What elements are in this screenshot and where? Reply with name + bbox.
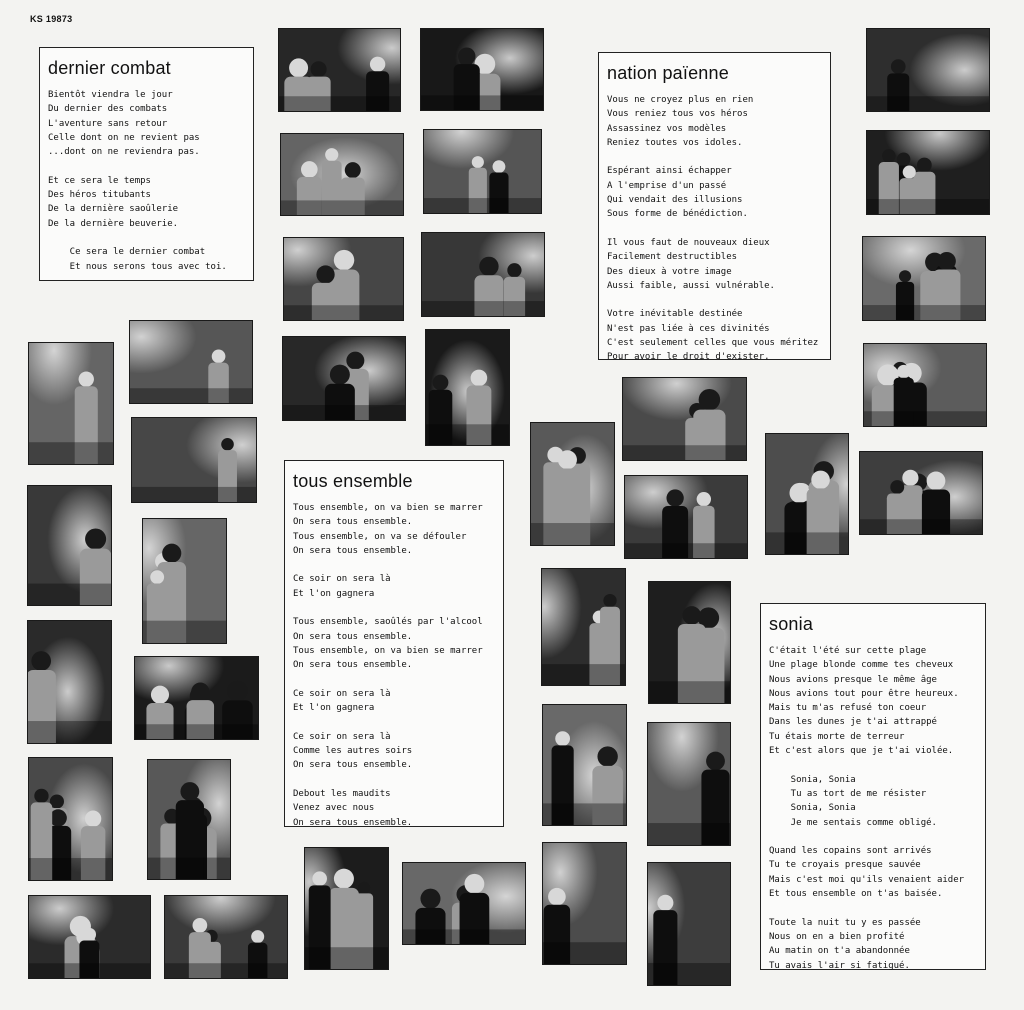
photo-band-dark-stage bbox=[421, 232, 545, 317]
lyric-line: On sera tous ensemble. bbox=[293, 517, 413, 528]
lyric-line: Tu étais morte de terreur bbox=[769, 731, 905, 742]
lyric-line bbox=[769, 830, 977, 844]
lyric-line: Et c'est alors que je t'ai violée. bbox=[769, 746, 954, 757]
lyric-line: De la dernière saoûlerie bbox=[48, 204, 179, 215]
photo-stage-amps bbox=[648, 581, 731, 704]
photo-mohawk-punk bbox=[27, 620, 112, 744]
lyric-line: On sera tous ensemble. bbox=[293, 631, 413, 642]
lyric-line bbox=[293, 715, 495, 729]
lyric-line bbox=[293, 673, 495, 687]
lyric-line: Ce soir on sera là bbox=[293, 731, 391, 742]
lyric-line: Des héros titubants bbox=[48, 190, 151, 201]
photo-crowd-group bbox=[131, 417, 257, 503]
lyric-line: Tous ensemble, on va bien se marrer bbox=[293, 645, 483, 656]
lyric-line: Tous ensemble, saoûlés par l'alcool bbox=[293, 617, 483, 628]
photo-bassist-dark bbox=[622, 377, 747, 461]
lyric-line bbox=[48, 159, 245, 173]
photo-group-outdoor bbox=[304, 847, 389, 970]
lyric-line: Sous forme de bénédiction. bbox=[607, 209, 748, 220]
lyric-line: Tu te croyais presque sauvée bbox=[769, 860, 921, 871]
lyric-line: Tu avais l'air si fatigué. bbox=[769, 960, 910, 971]
lyric-line: ...dont on ne reviendra pas. bbox=[48, 147, 200, 158]
lyric-line: Venez avec nous bbox=[293, 803, 375, 814]
photo-drums-cymbals bbox=[28, 342, 114, 465]
photo-band-backstage bbox=[866, 28, 990, 112]
lyric-line bbox=[607, 150, 822, 164]
photo-singer-mic bbox=[142, 518, 227, 644]
lyric-line: On sera tous ensemble. bbox=[293, 817, 413, 828]
lyric-line: Sonia, Sonia bbox=[769, 774, 856, 785]
photo-drummer-kit bbox=[283, 237, 404, 321]
lyric-line: Et l'on gagnera bbox=[293, 703, 375, 714]
lyric-line: C'est seulement celles que vous méritez bbox=[607, 338, 819, 349]
lyric-line: Qui vendait des illusions bbox=[607, 195, 743, 206]
lyrics-nation-paienne bbox=[598, 52, 831, 363]
lyric-line: Il vous faut de nouveaux dieux bbox=[607, 237, 770, 248]
lyric-line: Bientôt viendra le jour bbox=[48, 90, 173, 100]
photo-skinheads-back bbox=[866, 130, 990, 215]
photo-singer-spotlight bbox=[27, 485, 112, 606]
song-title: tous ensemble bbox=[293, 471, 413, 491]
lyric-lines bbox=[48, 88, 245, 274]
lyric-line: Tous ensemble, on va se défouler bbox=[293, 531, 467, 542]
photo-guitarist-spotlight bbox=[425, 329, 510, 446]
lyric-line: Tous ensemble, on va bien se marrer bbox=[293, 503, 483, 513]
lyric-line: Reniez toutes vos idoles. bbox=[607, 137, 743, 148]
lyric-lines bbox=[769, 644, 977, 973]
photo-bass-player bbox=[765, 433, 849, 555]
lyric-line: Aussi faible, aussi vulnérable. bbox=[607, 280, 775, 291]
photo-crowd-dancing bbox=[134, 656, 259, 740]
photo-guitarist-leather bbox=[542, 704, 627, 826]
lyric-line: A l'emprise d'un passé bbox=[607, 180, 727, 191]
lyric-line: Et l'on gagnera bbox=[293, 588, 375, 599]
lyric-line: Vous reniez tous vos héros bbox=[607, 109, 748, 120]
lyric-line: Mais tu m'as refusé ton coeur bbox=[769, 703, 927, 714]
photo-singer-shouting bbox=[859, 451, 983, 535]
photo-singer-cap bbox=[402, 862, 526, 945]
lyric-line: Vous ne croyez plus en rien bbox=[607, 95, 754, 105]
lyric-line: Et nous serons tous avec toi. bbox=[48, 261, 227, 272]
lyric-line: Assassinez vos modèles bbox=[607, 123, 727, 134]
lyric-line: Toute la nuit tu y es passée bbox=[769, 917, 921, 928]
lyric-line: Dans les dunes je t'ai attrappé bbox=[769, 717, 937, 728]
photo-fans-cheering bbox=[147, 759, 231, 880]
lyric-line: Et ce sera le temps bbox=[48, 175, 151, 186]
lyric-line: Debout les maudits bbox=[293, 788, 391, 799]
lyric-line bbox=[607, 222, 822, 236]
lyric-line: Nous avions presque le même âge bbox=[769, 674, 937, 685]
photo-guitarists-pair bbox=[530, 422, 615, 546]
lyric-line: De la dernière beuverie. bbox=[48, 218, 179, 229]
photo-duo-singing bbox=[282, 336, 406, 421]
lyric-line: Ce sera le dernier combat bbox=[48, 247, 206, 258]
photo-crowd-front bbox=[28, 757, 113, 881]
photo-guitarist-sunglasses bbox=[541, 568, 626, 686]
lyric-line: Ce soir on sera là bbox=[293, 688, 391, 699]
lyric-line: On sera tous ensemble. bbox=[293, 660, 413, 671]
song-title: dernier combat bbox=[48, 58, 171, 78]
lyric-line: Du dernier des combats bbox=[48, 104, 168, 115]
lyrics-sonia bbox=[760, 603, 986, 970]
lyric-line: Pour avoir le droit d'exister. bbox=[607, 352, 770, 363]
photo-stage-lights bbox=[624, 475, 748, 559]
lyric-line: Espérant ainsi échapper bbox=[607, 166, 732, 177]
lyric-line: Ce soir on sera là bbox=[293, 574, 391, 585]
lyric-line: L'aventure sans retour bbox=[48, 118, 168, 129]
photo-stage-wide bbox=[423, 129, 542, 214]
photo-two-fans bbox=[278, 28, 401, 112]
lyric-line: Des dieux à votre image bbox=[607, 266, 732, 277]
lyric-line: Au matin on t'a abandonnée bbox=[769, 946, 910, 957]
lyric-line: N'est pas liée à ces divinités bbox=[607, 323, 770, 334]
lyric-line: Nous on en a bien profité bbox=[769, 931, 905, 942]
photo-drummer-drums bbox=[862, 236, 986, 321]
song-title: nation païenne bbox=[607, 63, 729, 83]
catalog-number: KS 19873 bbox=[30, 14, 73, 24]
lyric-lines bbox=[607, 93, 822, 365]
photo-dancers-hall bbox=[647, 862, 731, 986]
song-title: sonia bbox=[769, 614, 814, 634]
lyric-line: Comme les autres soirs bbox=[293, 746, 413, 757]
lyric-line bbox=[769, 901, 977, 915]
lyric-line bbox=[293, 558, 495, 572]
photo-bassist-shirt bbox=[164, 895, 288, 979]
lyric-line: On sera tous ensemble. bbox=[293, 760, 413, 771]
lyric-line: Votre inévitable destinée bbox=[607, 309, 743, 320]
lyric-line: Une plage blonde comme tes cheveux bbox=[769, 660, 954, 671]
lyric-line: Tu as tort de me résister bbox=[769, 788, 927, 799]
lyric-line bbox=[293, 601, 495, 615]
lyric-lines bbox=[293, 501, 495, 830]
photo-singer-crowd bbox=[542, 842, 627, 965]
photo-crowd-pogo bbox=[28, 895, 151, 979]
lyric-line: Mais c'est moi qu'ils venaient aider bbox=[769, 874, 965, 885]
lyric-line bbox=[769, 758, 977, 772]
lyric-line bbox=[293, 773, 495, 787]
photo-man-jacket bbox=[647, 722, 731, 846]
lyric-line: Nous avions tout pour être heureux. bbox=[769, 688, 959, 699]
lyrics-tous-ensemble bbox=[284, 460, 504, 827]
lyrics-dernier-combat bbox=[39, 47, 254, 281]
photo-band-on-stage bbox=[420, 28, 544, 111]
lyric-line bbox=[48, 231, 245, 245]
lyric-line bbox=[607, 293, 822, 307]
lyric-line: On sera tous ensemble. bbox=[293, 545, 413, 556]
lyric-line: Facilement destructibles bbox=[607, 252, 738, 263]
photo-drummer-close bbox=[129, 320, 253, 404]
lyric-line: Quand les copains sont arrivés bbox=[769, 846, 932, 857]
lyric-line: Et tous ensemble on t'as baisée. bbox=[769, 889, 943, 900]
photo-guitarist-live bbox=[280, 133, 404, 216]
lyric-line: Je me sentais comme obligé. bbox=[769, 817, 937, 828]
lyric-line: Sonia, Sonia bbox=[769, 803, 856, 814]
photo-group-portrait bbox=[863, 343, 987, 427]
lyric-line: Celle dont on ne revient pas bbox=[48, 132, 200, 143]
lyric-line: C'était l'été sur cette plage bbox=[769, 646, 927, 656]
